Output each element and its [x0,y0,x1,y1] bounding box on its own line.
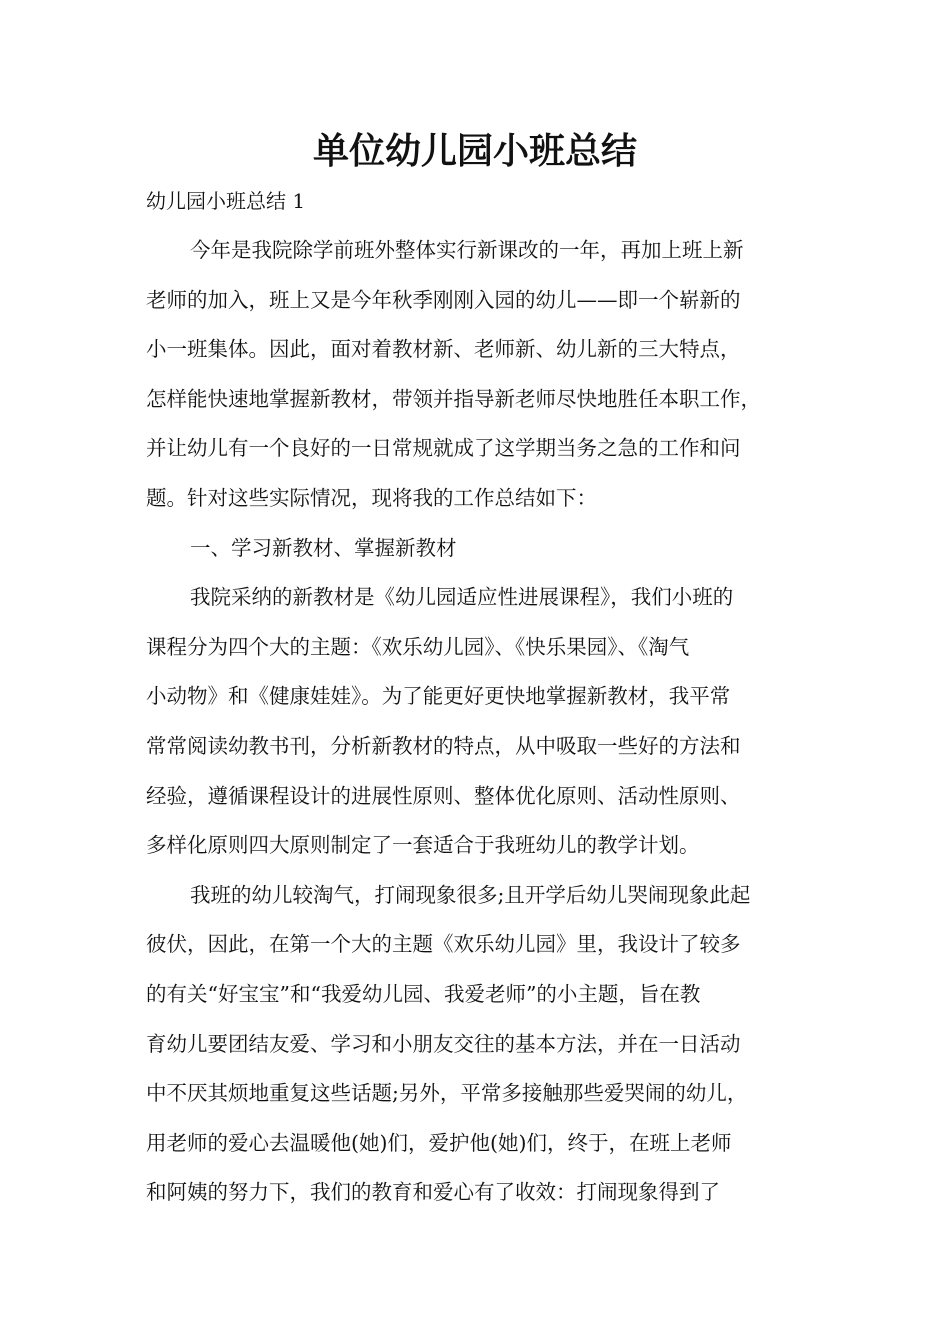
body-line: 和阿姨的努力下，我们的教育和爱心有了收效：打闹现象得到了 [146,1180,720,1205]
body-line: 我院采纳的新教材是《幼儿园适应性进展课程》，我们小班的 [190,585,734,610]
body-text [146,226,814,1218]
body-line: 小一班集体。因此，面对着教材新、老师新、幼儿新的三大特点， [146,337,741,362]
body-line: 题。针对这些实际情况，现将我的工作总结如下： [146,485,597,510]
body-line: 今年是我院除学前班外整体实行新课改的一年，再加上班上新 [190,238,744,262]
body-line: 我班的幼儿较淘气，打闹现象很多;且开学后幼儿哭闹现象此起 [190,882,751,907]
body-line: 常常阅读幼教书刊，分析新教材的特点，从中吸取一些好的方法和 [146,733,741,758]
page-title: 单位幼儿园小班总结 [312,131,637,172]
body-line: 怎样能快速地掌握新教材，带领并指导新老师尽快地胜任本职工作， [146,386,761,411]
body-line: 一、学习新教材、掌握新教材 [190,535,457,560]
body-line: 的有关“好宝宝”和“我爱幼儿园、我爱老师”的小主题，旨在教 [146,981,701,1006]
body-line: 用老师的爱心去温暖他(她)们，爱护他(她)们，终于，在班上老师 [146,1130,732,1155]
body-line: 课程分为四个大的主题：《欢乐幼儿园》、《快乐果园》、《淘气 [146,634,690,659]
body-line: 彼伏，因此，在第一个大的主题《欢乐幼儿园》里，我设计了较多 [146,932,741,957]
section-subtitle: 幼儿园小班总结 1 [146,189,306,213]
body-line: 老师的加入，班上又是今年秋季刚刚入园的幼儿——即一个崭新的 [146,287,741,312]
body-line: 经验，遵循课程设计的进展性原则、整体优化原则、活动性原则、 [146,783,741,808]
body-line: 中不厌其烦地重复这些话题;另外，平常多接触那些爱哭闹的幼儿， [146,1081,748,1106]
body-line: 多样化原则四大原则制定了一套适合于我班幼儿的教学计划。 [146,833,700,858]
body-line: 育幼儿要团结友爱、学习和小朋友交往的基本方法，并在一日活动 [146,1031,741,1056]
body-line: 小动物》和《健康娃娃》。为了能更好更快地掌握新教材，我平常 [146,684,731,709]
body-line: 并让幼儿有一个良好的一日常规就成了这学期当务之急的工作和问 [146,436,741,461]
